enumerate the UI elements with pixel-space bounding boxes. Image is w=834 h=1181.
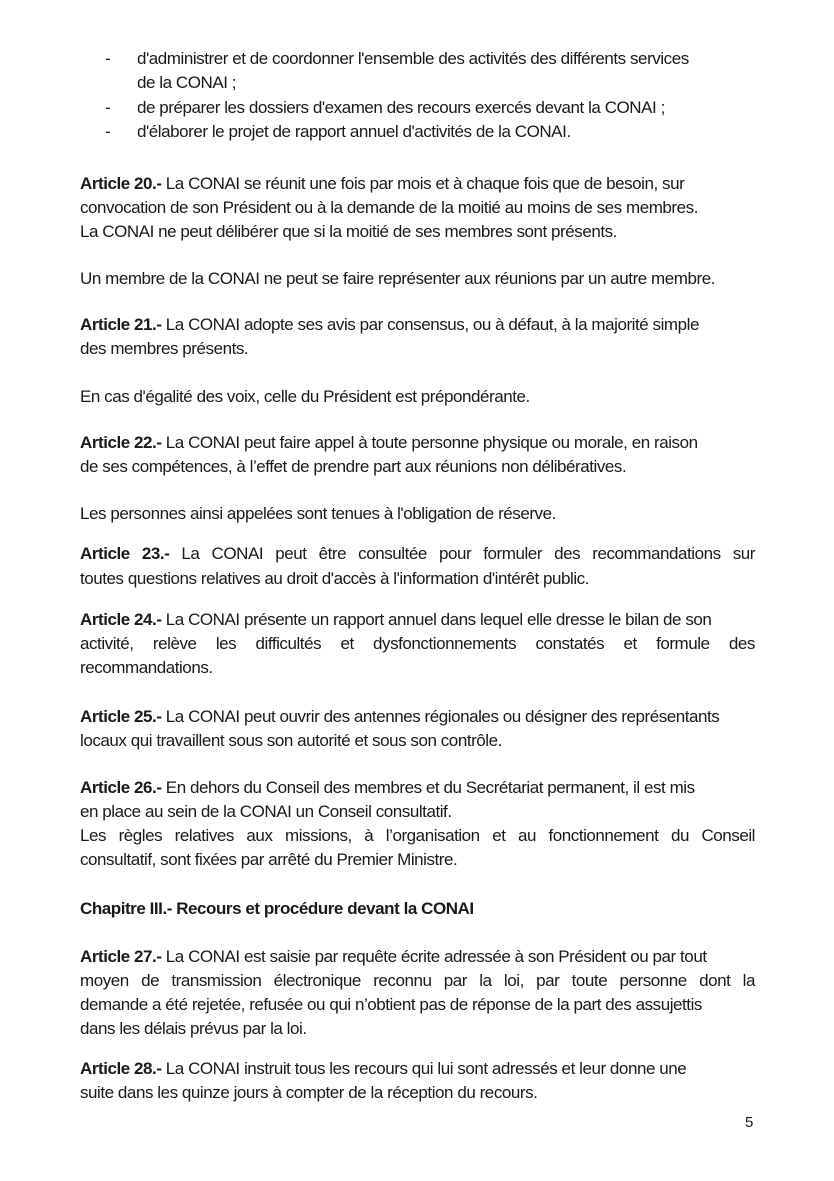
bullet-item-continued: de la CONAI ; [137,73,237,92]
article-27-line [80,946,755,968]
article-25-text: La CONAI peut ouvrir des antennes régionales ou désigner des représentants [161,707,720,726]
article-28-text: La CONAI instruit tous les recours qui lui sont adressés et leur donne une [161,1059,687,1078]
article-24-text: La CONAI présente un rapport annuel dans lequel elle dresse le bilan de son [161,610,712,629]
article-26-line: Les règles relatives aux missions, à l’organisation et au fonctionnement du Conseil [80,826,755,845]
page-number: 5 [745,1114,754,1131]
article-21-label: Article 21.- [80,315,162,334]
article-26-label: Article 26.- [80,778,162,797]
article-20-line: convocation de son Président ou à la demande de la moitié au moins de ses membres. [80,198,698,217]
article-25-line: locaux qui travaillent sous son autorité et sous son contrôle. [80,731,502,750]
article-25-label: Article 25.- [80,707,162,726]
article-21-text: La CONAI adopte ses avis par consensus, ou à défaut, à la majorité simple [161,315,699,334]
article-20-paragraph: Un membre de la CONAI ne peut se faire représenter aux réunions par un autre membre. [80,269,715,288]
article-22-paragraph: Les personnes ainsi appelées sont tenues à l'obligation de réserve. [80,504,556,523]
article-24-line [80,609,755,631]
article-27-line: demande a été rejetée, refusée ou qui n’obtient pas de réponse de la part des assujettis [80,995,702,1014]
article-28-line: suite dans les quinze jours à compter de la réception du recours. [80,1083,538,1102]
article-22-line: de ses compétences, à l’effet de prendre part aux réunions non délibératives. [80,457,627,476]
article-20-line [80,173,755,195]
article-22-line [80,432,755,454]
article-21-line: des membres présents. [80,339,249,358]
article-20-label: Article 20.- [80,174,162,193]
article-23-line [80,543,755,565]
article-24-line: activité, relève les difficultés et dysfonctionnements constatés et formule des [80,634,755,653]
bullet-marker: - [105,98,111,117]
article-20-line: La CONAI ne peut délibérer que si la moitié de ses membres sont présents. [80,222,617,241]
article-24-line: recommandations. [80,658,213,677]
article-26-line [80,777,755,799]
article-26-line: consultatif, sont fixées par arrêté du Premier Ministre. [80,850,458,869]
article-28-label: Article 28.- [80,1059,162,1078]
article-26-line: en place au sein de la CONAI un Conseil consultatif. [80,802,452,821]
article-21-line [80,314,755,336]
article-22-label: Article 22.- [80,433,162,452]
article-22-text: La CONAI peut faire appel à toute personne physique ou morale, en raison [161,433,698,452]
article-27-text: La CONAI est saisie par requête écrite adressée à son Président ou par tout [161,947,707,966]
article-28-line [80,1058,755,1080]
bullet-marker: - [105,49,111,68]
bullet-item: d'administrer et de coordonner l'ensemble des activités des différents services [137,49,689,68]
article-23-label: Article 23.- [80,544,170,563]
article-27-line: moyen de transmission électronique reconnu par la loi, par toute personne dont la [80,971,755,990]
bullet-item: d'élaborer le projet de rapport annuel d'activités de la CONAI. [137,122,571,141]
article-23-text: La CONAI peut être consultée pour formuler des recommandations sur [169,544,755,563]
article-21-paragraph: En cas d'égalité des voix, celle du Président est prépondérante. [80,387,530,406]
article-23-line: toutes questions relatives au droit d'accès à l'information d'intérêt public. [80,569,589,588]
bullet-item: de préparer les dossiers d'examen des recours exercés devant la CONAI ; [137,98,665,117]
article-27-label: Article 27.- [80,947,162,966]
article-25-line [80,706,755,728]
chapter-heading: Chapitre III.- Recours et procédure devant la CONAI [80,899,474,918]
article-24-label: Article 24.- [80,610,162,629]
article-26-text: En dehors du Conseil des membres et du Secrétariat permanent, il est mis [161,778,695,797]
article-27-line: dans les délais prévus par la loi. [80,1019,307,1038]
article-20-text: La CONAI se réunit une fois par mois et à chaque fois que de besoin, sur [161,174,685,193]
bullet-marker: - [105,122,111,141]
